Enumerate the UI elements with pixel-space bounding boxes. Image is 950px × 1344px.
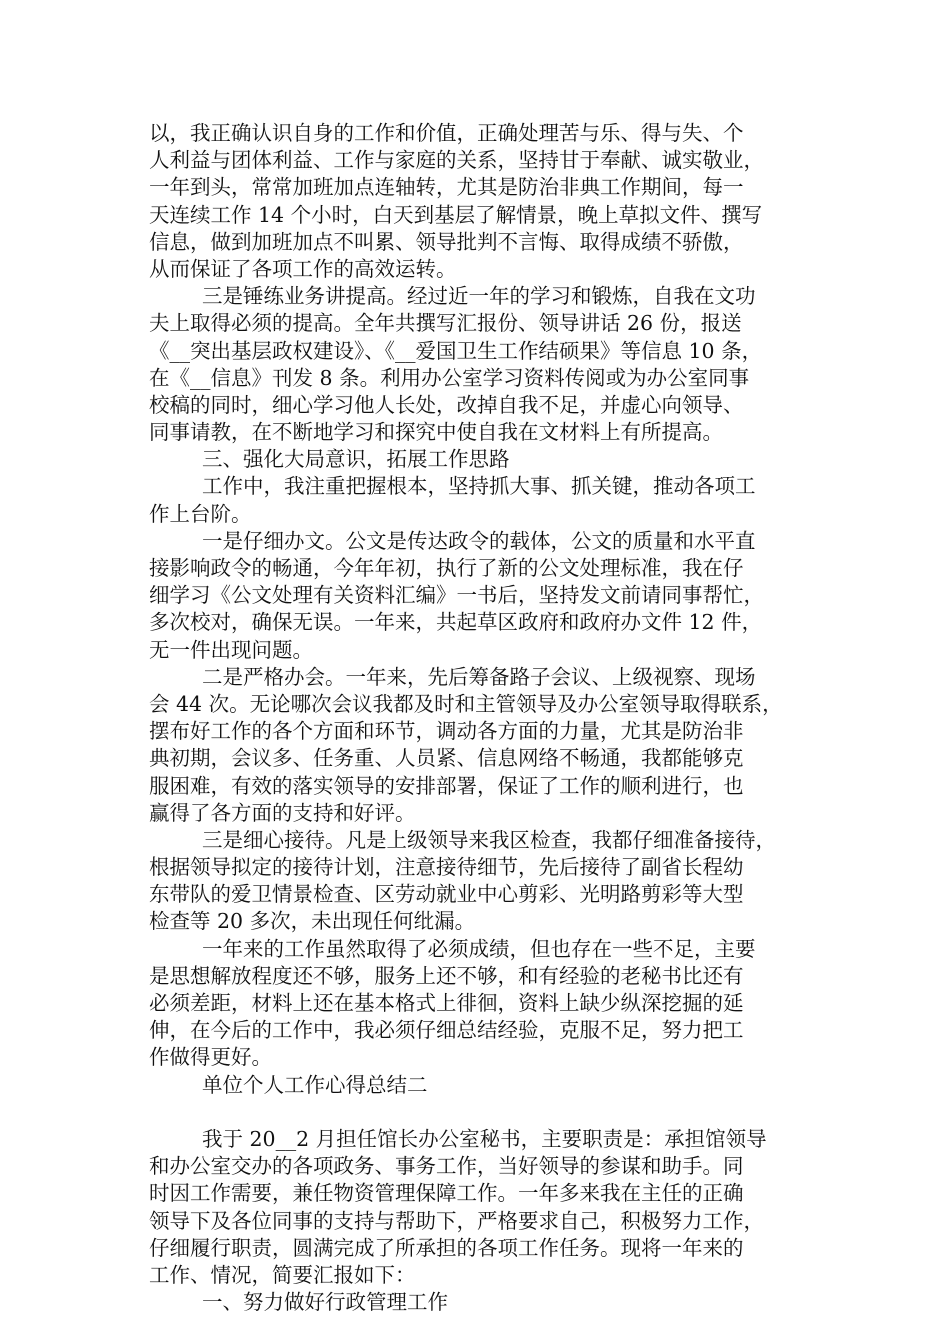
paragraph [149,120,809,283]
text-line: 多次校对，确保无误。一年来，共起草区政府和政府办文件 12 件， [149,610,763,635]
text-line: 信息，做到加班加点不叫累、领导批判不言悔、取得成绩不骄傲， [149,229,744,254]
text-line: 无一件出现问题。 [149,637,313,662]
text-line: 夫上取得必须的提高。全年共撰写汇报份、领导讲话 26 份，报送 [149,311,742,336]
text-line: 工作中，我注重把握根本，坚持抓大事、抓关键，推动各项工 [202,474,756,499]
text-line: 必须差距，材料上还在基本格式上徘徊，资料上缺少纵深挖掘的延 [149,991,744,1015]
text-line: 同事请教，在不断地学习和探究中使自我在文材料上有所提高。 [149,420,723,445]
text-line: 典初期，会议多、任务重、人员紧、信息网络不畅通，我都能够克 [149,746,744,771]
text-line: 从而保证了各项工作的高效运转。 [149,256,457,281]
text-line: 单位个人工作心得总结二 [202,1072,428,1097]
text-line: 二是严格办会。一年来，先后筹备路子会议、上级视察、现场 [202,664,756,689]
paragraph [149,528,809,664]
paragraph [149,1072,809,1099]
text-line: 三、强化大局意识，拓展工作思路 [202,447,510,472]
text-line: 接影响政令的畅通，今年年初，执行了新的公文处理标准，我在仔 [149,556,744,580]
blank-line [149,1099,809,1126]
text-line: 伸，在今后的工作中，我必须仔细总结经验，克服不足，努力把工 [149,1018,744,1043]
text-line: 领导下及各位同事的支持与帮助下，严格要求自己，积极努力工作， [149,1208,764,1233]
text-line: 一年来的工作虽然取得了必须成绩，但也存在一些不足，主要 [202,936,756,961]
paragraph [149,936,809,1072]
text-line: 《__突出基层政权建设》、《__爱国卫生工作结硕果》等信息 10 条， [149,338,763,363]
text-line: 我于 20__2 月担任馆长办公室秘书，主要职责是：承担馆领导 [202,1126,767,1151]
text-line: 一是仔细办文。公文是传达政令的载体，公文的质量和水平直 [202,528,756,553]
text-line: 赢得了各方面的支持和好评。 [149,800,416,825]
text-line: 三是细心接待。凡是上级领导来我区检查，我都仔细准备接待， [202,827,776,852]
paragraph [149,283,809,446]
text-line: 天连续工作 14 个小时，白天到基层了解情景，晚上草拟文件、撰写 [149,202,763,227]
text-line: 是思想解放程度还不够，服务上还不够，和有经验的老秘书比还有 [149,963,744,988]
text-line: 根据领导拟定的接待计划，注意接待细节，先后接待了副省长程幼 [149,855,744,880]
text-line: 和办公室交办的各项政务、事务工作，当好领导的参谋和助手。同 [149,1154,744,1179]
text-line: 作上台阶。 [149,501,252,526]
paragraph [149,446,809,473]
text-line: 一、努力做好行政管理工作 [202,1290,448,1315]
text-line: 仔细履行职责，圆满完成了所承担的各项工作任务。现将一年来的 [149,1235,744,1260]
text-line: 检查等 20 多次，未出现任何纰漏。 [149,909,476,934]
paragraph [149,1289,809,1316]
paragraph [149,664,809,827]
text-line: 三是锤练业务讲提高。经过近一年的学习和锻炼，自我在文功 [202,284,756,309]
paragraph [149,1126,809,1289]
text-line: 会 44 次。无论哪次会议我都及时和主管领导及办公室领导取得联系， [149,691,783,716]
text-line: 东带队的爱卫情景检查、区劳动就业中心剪彩、光明路剪彩等大型 [149,882,744,907]
text-line: 人利益与团体利益、工作与家庭的关系，坚持甘于奉献、诚实敬业， [149,148,764,173]
paragraph [149,827,809,936]
text-line: 一年到头，常常加班加点连轴转，尤其是防治非典工作期间，每一 [149,175,744,200]
text-line: 以，我正确认识自身的工作和价值，正确处理苦与乐、得与失、个 [149,121,744,145]
text-line: 细学习《公文处理有关资料汇编》一书后，坚持发文前请同事帮忙， [149,583,764,608]
text-line: 校稿的同时，细心学习他人长处，改掉自我不足，并虚心向领导、 [149,392,744,417]
text-line: 作做得更好。 [149,1045,272,1070]
text-line: 服困难，有效的落实领导的安排部署，保证了工作的顺利进行，也 [149,773,744,798]
text-line: 时因工作需要，兼任物资管理保障工作。一年多来我在主任的正确 [149,1181,744,1206]
document-body [149,120,809,1316]
paragraph [149,473,809,527]
text-line: 在《__信息》刊发 8 条。利用办公室学习资料传阅或为办公室同事 [149,365,750,390]
text-line: 工作、情况，简要汇报如下： [149,1262,416,1287]
text-line: 摆布好工作的各个方面和环节，调动各方面的力量，尤其是防治非 [149,719,744,744]
